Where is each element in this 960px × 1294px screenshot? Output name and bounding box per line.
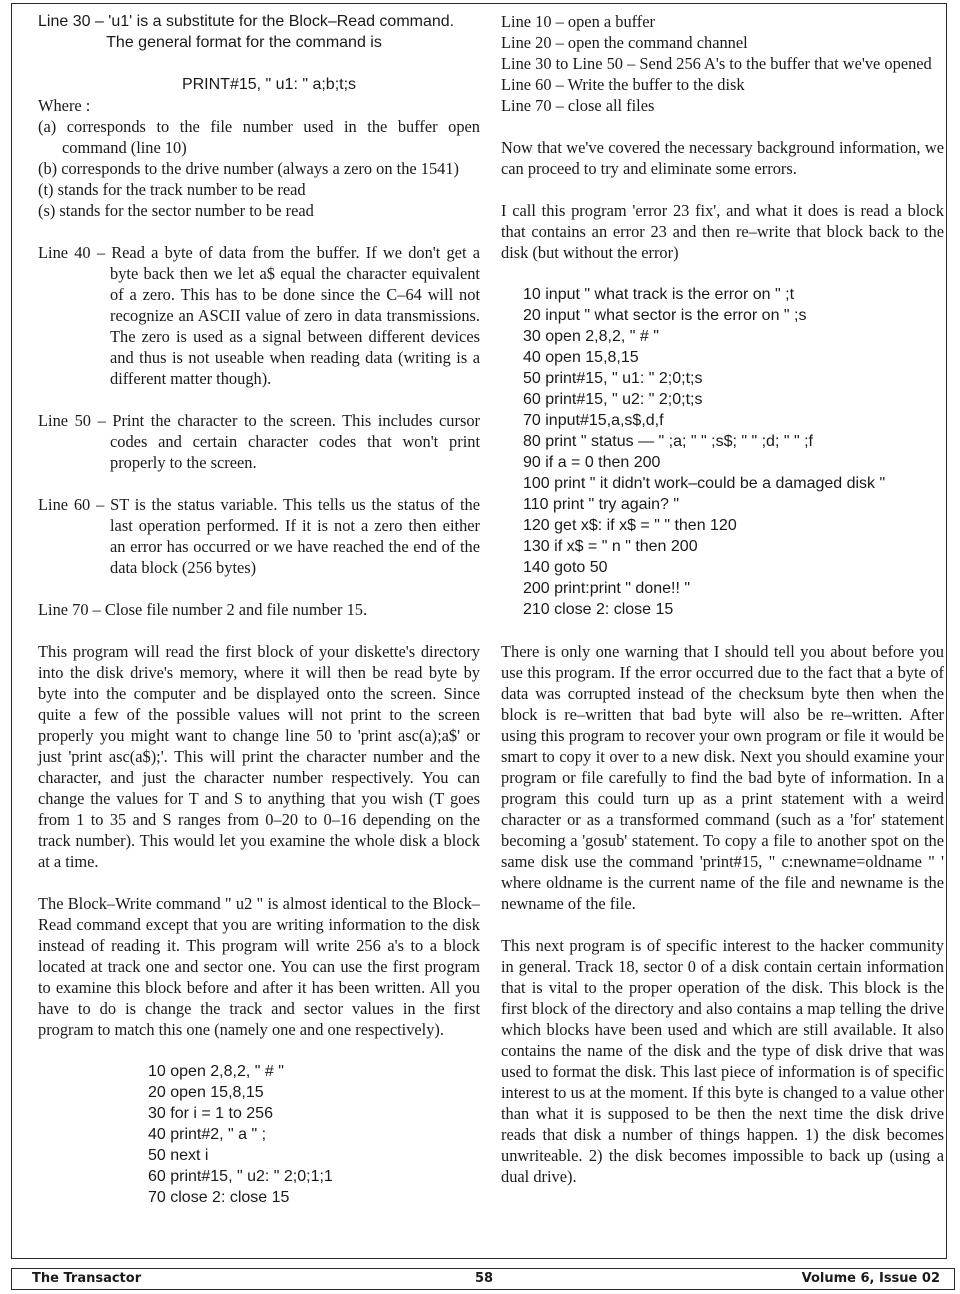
line10-note: Line 10 – open a buffer: [501, 12, 655, 31]
paragraph-background: Now that we've covered the necessary background information, we can proceed to try and eliminate some errors.: [501, 138, 944, 178]
line60-note: Line 60 – Write the buffer to the disk: [501, 75, 745, 94]
code-line: 80 print " status — " ;a; " " ;s$; " " ;d; " " ;f: [523, 433, 813, 450]
code-line: 120 get x$: if x$ = " " then 120: [523, 517, 737, 534]
line20-note: Line 20 – open the command channel: [501, 33, 748, 52]
code-line: 60 print#15, " u2: " 2;0;1;1: [148, 1168, 333, 1185]
line60-note: Line 60 – ST is the status variable. This tells us the status of the last operation performed. If it is not a zero then either an error has occurred or we have reached the end of the data block (256 bytes): [38, 495, 480, 577]
code-line: 30 for i = 1 to 256: [148, 1105, 273, 1122]
paragraph-warning: There is only one warning that I should tell you about before you use this program. If the error occurred due to the fact that a byte of data was corrupted instead of the checksum byte then when the block is re–written that bad byte will also be re–written. After using this program to recover your own program or file it would be smart to copy it over to a new disk. Next you should examine your program or file carefully to find the bad byte of information. In a program this could turn up as a print statement with a weird character or as a transformed command (such as a 'for' statement becoming a 'gosub' statement. To copy a file to another spot on the same disk use the command 'print#15, " c:newname=oldname " ' where oldname is the current name of the file and newname is the newname of the file.: [501, 642, 944, 913]
line30-50-note: Line 30 to Line 50 – Send 256 A's to the buffer that we've opened: [501, 54, 932, 73]
page-number: 58: [475, 1271, 494, 1286]
page-frame: [11, 3, 947, 1259]
code-line: 10 input " what track is the error on " ;t: [523, 286, 795, 303]
code-line: 70 close 2: close 15: [148, 1189, 290, 1206]
code-line: 140 goto 50: [523, 559, 608, 576]
line70-note: Line 70 – Close file number 2 and file number 15.: [38, 600, 368, 619]
code-line: 40 print#2, " a " ;: [148, 1126, 267, 1143]
format-example: PRINT#15, " u1: " a;b;t;s: [181, 76, 357, 93]
program-listing-error23: [501, 284, 944, 620]
paragraph-hacker: This next program is of specific interest to the hacker community in general. Track 18, sector 0 of a disk contain certain information that is vital to the proper operation of the disk. This block is the first block of the directory and also contains a map telling the drive which blocks have been used and which are still available. It also contains the name of the disk and the type of disk drive that was used to format the disk. This last piece of information is of specific interest to us at the moment. If this byte is changed to a value other than what it is supposed to be then the next time the disk drive reads that disk a number of things happen. 1) the disk becomes unwriteable. 2) the disk becomes impossible to back up (using a dual drive).: [501, 936, 944, 1186]
code-line: 10 open 2,8,2, " # ": [148, 1063, 284, 1080]
code-line: 40 open 15,8,15: [523, 349, 639, 366]
code-line: 70 input#15,a,s$,d,f: [523, 412, 664, 429]
paragraph-write: The Block–Write command " u2 " is almost identical to the Block–Read command except that you are writing information to the disk instead of reading it. This program will write 256 a's to a block located at track one and sector one. You can use the first program to examine this block before and after it has been written. All you have to do is change the track and sector values in the first program to match this one (namely one and one respectively).: [38, 894, 480, 1039]
code-line: 100 print " it didn't work–could be a damaged disk ": [523, 475, 886, 492]
code-line: 210 close 2: close 15: [523, 601, 674, 618]
issue-label: Volume 6, Issue 02: [801, 1271, 940, 1286]
where-label: Where :: [38, 96, 91, 115]
paragraph-read: This program will read the first block of your diskette's directory into the disk drive's memory, where it will then be read byte by byte into the computer and be displayed onto the screen. Since quite a few of the possible values will not print to the screen properly you might want to change line 50 to 'print asc(a);a$' or just 'print asc(a$);'. This will print the character number and the character, and just the character number respectively. You can change the values for T and S to anything that you wish (T goes from 1 to 35 and S ranges from 0–20 to 0–16 depending on the track number). This would let you examine the whole disk a block at a time.: [38, 642, 480, 871]
code-line: 50 print#15, " u1: " 2;0;t;s: [523, 370, 703, 387]
right-column: [501, 11, 944, 1187]
param-a: (a) corresponds to the file number used in the buffer open command (line 10): [38, 117, 480, 157]
line40-note: Line 40 – Read a byte of data from the buffer. If we don't get a byte back then we let a$ equal the character equivalent of a zero. This has to be done since the C–64 will not recognize an ASCII value of zero in data transmissions. The zero is used as a signal between different devices and thus is not useable when reading data (writing is a different matter though).: [38, 243, 480, 388]
line30-intro-2: The general format for the command is: [106, 34, 382, 51]
code-line: 20 open 15,8,15: [148, 1084, 264, 1101]
code-line: 110 print " try again? ": [523, 496, 680, 513]
paragraph-error23: I call this program 'error 23 fix', and what it does is read a block that contains an error 23 and then re–write that block back to the disk (but without the error): [501, 201, 944, 262]
param-t: (t) stands for the track number to be read: [38, 180, 306, 199]
param-b: (b) corresponds to the drive number (always a zero on the 1541): [38, 159, 460, 178]
code-line: 60 print#15, " u2: " 2;0;t;s: [523, 391, 703, 408]
program-listing-write: [38, 1061, 480, 1208]
line50-note: Line 50 – Print the character to the screen. This includes cursor codes and certain character codes that won't print properly to the screen.: [38, 411, 480, 472]
publication-title: The Transactor: [32, 1271, 142, 1286]
line30-intro: Line 30 – 'u1' is a substitute for the Block–Read command.: [38, 13, 455, 30]
code-line: 90 if a = 0 then 200: [523, 454, 661, 471]
page-footer: [11, 1268, 955, 1290]
code-line: 50 next i: [148, 1147, 209, 1164]
code-line: 200 print:print " done!! ": [523, 580, 691, 597]
line70-note: Line 70 – close all files: [501, 96, 655, 115]
left-column: [38, 11, 480, 1208]
code-line: 20 input " what sector is the error on " ;s: [523, 307, 807, 324]
code-line: 30 open 2,8,2, " # ": [523, 328, 659, 345]
param-s: (s) stands for the sector number to be read: [38, 201, 314, 220]
code-line: 130 if x$ = " n " then 200: [523, 538, 698, 555]
